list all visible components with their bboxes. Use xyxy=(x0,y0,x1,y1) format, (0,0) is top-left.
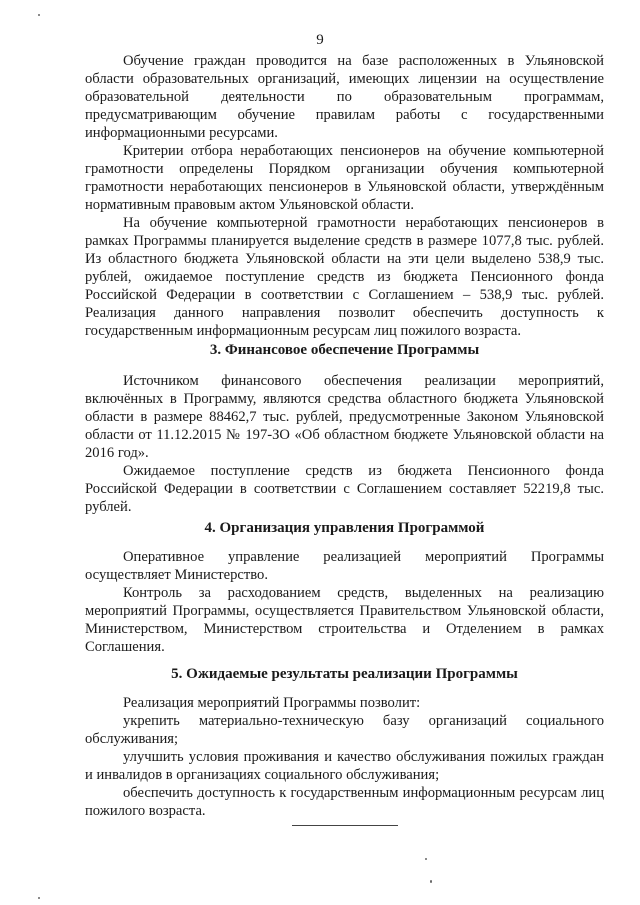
section-5-heading: 5. Ожидаемые результаты реализации Программы xyxy=(171,666,518,682)
paragraph-funding-source: Источником финансового обеспечения реализации мероприятий, включённых в Программу, являются средства областного бюджета Ульяновской области в размере 88462,7 тыс. рублей, предусмотренные Законом Ульяновской области от 11.12.2015 № 197-ЗО «Об областном бюджете Ульяновской области на 2016 год». xyxy=(85,373,604,461)
list-item-material-base: укрепить материально-техническую базу организаций социального обслуживания; xyxy=(85,713,604,747)
paragraph-control: Контроль за расходованием средств, выделенных на реализацию мероприятий Программы, осуществляется Правительством Ульяновской области, Министерством, Министерством строительства и Отделением в рамках Соглашения. xyxy=(85,585,604,655)
scan-speck xyxy=(425,858,427,860)
end-divider xyxy=(292,825,398,826)
page-number: 9 xyxy=(316,32,324,48)
scan-speck xyxy=(38,14,40,16)
intro-block xyxy=(85,52,604,340)
section-5-body xyxy=(85,694,604,820)
section-4-body xyxy=(85,548,604,656)
paragraph-pension-fund: Ожидаемое поступление средств из бюджета Пенсионного фонда Российской Федерации в соответствии с Соглашением составляет 52219,8 тыс. рублей. xyxy=(85,463,604,515)
section-3-body xyxy=(85,372,604,516)
paragraph-management: Оперативное управление реализацией мероприятий Программы осуществляет Министерство. xyxy=(85,549,604,583)
paragraph-results-intro: Реализация мероприятий Программы позволит: xyxy=(123,695,421,711)
list-item-information-access: обеспечить доступность к государственным информационным ресурсам лиц пожилого возраста. xyxy=(85,785,604,819)
section-3 xyxy=(85,341,604,359)
paragraph-selection-criteria: Критерии отбора неработающих пенсионеров на обучение компьютерной грамотности определены Порядком организации обучения компьютерной грамотности неработающих пенсионеров в Ульяновской области, утверждённым нормативным правовым актом Ульяновской области. xyxy=(85,143,604,213)
section-3-heading: 3. Финансовое обеспечение Программы xyxy=(209,342,480,358)
section-4-heading: 4. Организация управления Программой xyxy=(204,520,485,536)
section-4 xyxy=(85,519,604,537)
scan-speck xyxy=(38,897,40,899)
section-5 xyxy=(85,665,604,683)
paragraph-training-funding: На обучение компьютерной грамотности неработающих пенсионеров в рамках Программы планируется выделение средств в размере 1077,8 тыс. рублей. Из областного бюджета Ульяновской области на эти цели выделено 538,9 тыс. рублей, ожидаемое поступление средств из бюджета Пенсионного фонда Российской Федерации в соответствии с Соглашением – 538,9 тыс. рублей. Реализация данного направления позволит обеспечить доступность к государственным информационным ресурсам лиц пожилого возраста. xyxy=(85,215,604,339)
paragraph-training-base: Обучение граждан проводится на базе расположенных в Ульяновской области образовательных организаций, имеющих лицензии на осуществление образовательной деятельности по образовательным программам, предусматривающим обучение правилам работы с государственными информационными ресурсами. xyxy=(85,53,604,141)
list-item-living-conditions: улучшить условия проживания и качество обслуживания пожилых граждан и инвалидов в организациях социального обслуживания; xyxy=(85,749,604,783)
scan-speck xyxy=(430,880,432,883)
